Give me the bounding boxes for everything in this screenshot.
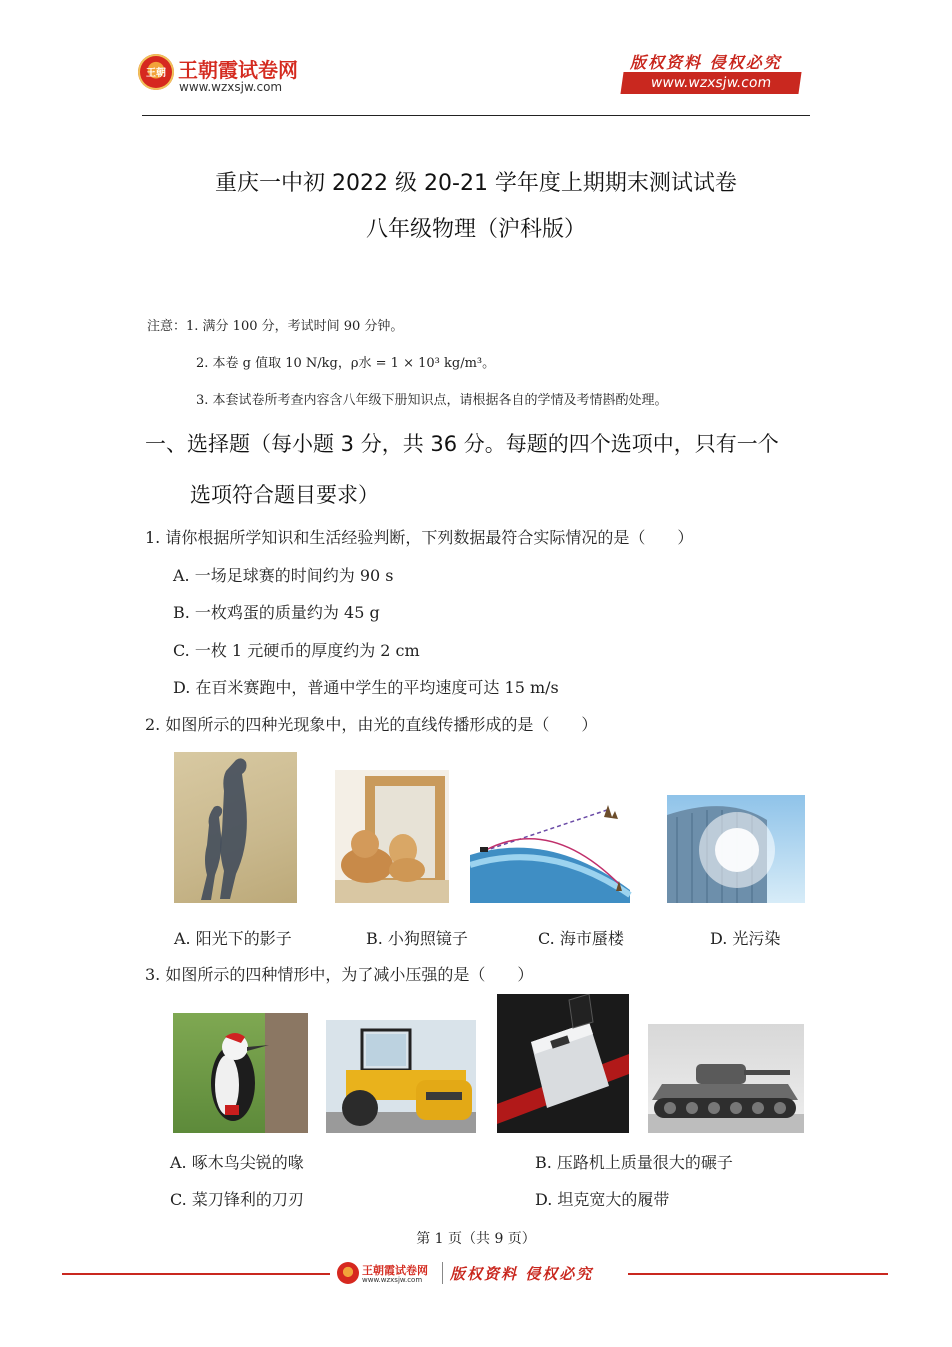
tank-photo — [648, 1024, 804, 1133]
question-1-option-a: A. 一场足球赛的时间约为 90 s — [173, 566, 394, 585]
question-3-option-c: C. 菜刀锋利的刀刃 — [170, 1190, 304, 1209]
section-heading: 一、选择题（每小题 3 分，共 36 分。每题的四个选项中，只有一个 — [145, 432, 779, 456]
mirage-diagram — [470, 795, 632, 903]
footer-site-name: 王朝霞试卷网 — [362, 1264, 428, 1277]
copyright-slogan: 版权资料 侵权必究 — [630, 53, 782, 72]
cleaver-photo — [497, 994, 629, 1133]
question-2-option-a: A. 阳光下的影子 — [174, 929, 292, 948]
footer-line-left — [62, 1273, 330, 1275]
section-heading-cont: 选项符合题目要求） — [190, 483, 379, 507]
question-1-option-b: B. 一枚鸡蛋的质量约为 45 g — [173, 603, 380, 622]
note-3: 3. 本套试卷所考查内容含八年级下册知识点，请根据各自的学情及考情斟酌处理。 — [196, 393, 668, 408]
logo-seal-text: 王朝 — [146, 68, 166, 79]
note-1: 注意：1. 满分 100 分，考试时间 90 分钟。 — [147, 319, 404, 334]
page-number: 第 1 页（共 9 页） — [416, 1231, 536, 1247]
exam-subtitle: 八年级物理（沪科版） — [365, 217, 586, 242]
footer-separator — [442, 1262, 443, 1284]
note-2: 2. 本卷 g 值取 10 N/kg，ρ水 = 1 × 10³ kg/m³。 — [196, 356, 496, 371]
question-1-option-d: D. 在百米赛跑中，普通中学生的平均速度可达 15 m/s — [173, 678, 559, 697]
question-2-option-b: B. 小狗照镜子 — [366, 929, 468, 948]
footer-line-right — [628, 1273, 888, 1275]
dog-mirror-photo — [335, 770, 449, 903]
road-roller-photo — [326, 1020, 476, 1133]
exam-title: 重庆一中初 2022 级 20-21 学年度上期期末测试试卷 — [215, 171, 737, 196]
footer-site-url: www.wzxsjw.com — [362, 1276, 423, 1284]
question-3-option-b: B. 压路机上质量很大的碾子 — [535, 1153, 733, 1172]
header-divider — [142, 115, 810, 116]
site-url: www.wzxsjw.com — [179, 80, 283, 94]
question-2-option-d: D. 光污染 — [710, 929, 781, 948]
footer-logo-seal — [337, 1262, 359, 1284]
header-url-banner: www.wzxsjw.com — [620, 72, 801, 94]
footer-slogan: 版权资料 侵权必究 — [450, 1265, 594, 1283]
light-pollution-photo — [667, 795, 805, 903]
site-logo-seal — [138, 54, 174, 90]
question-3-option-a: A. 啄木鸟尖锐的喙 — [170, 1153, 304, 1172]
site-name: 王朝霞试卷网 — [178, 58, 298, 82]
shadow-photo — [174, 752, 297, 903]
question-1-stem: 1. 请你根据所学知识和生活经验判断，下列数据最符合实际情况的是（ ） — [145, 528, 694, 547]
question-3-stem: 3. 如图所示的四种情形中，为了减小压强的是（ ） — [145, 965, 534, 984]
question-2-option-c: C. 海市蜃楼 — [538, 929, 624, 948]
question-2-stem: 2. 如图所示的四种光现象中，由光的直线传播形成的是（ ） — [145, 715, 598, 734]
question-1-option-c: C. 一枚 1 元硬币的厚度约为 2 cm — [173, 641, 420, 660]
question-3-option-d: D. 坦克宽大的履带 — [535, 1190, 670, 1209]
woodpecker-photo — [173, 1013, 308, 1133]
